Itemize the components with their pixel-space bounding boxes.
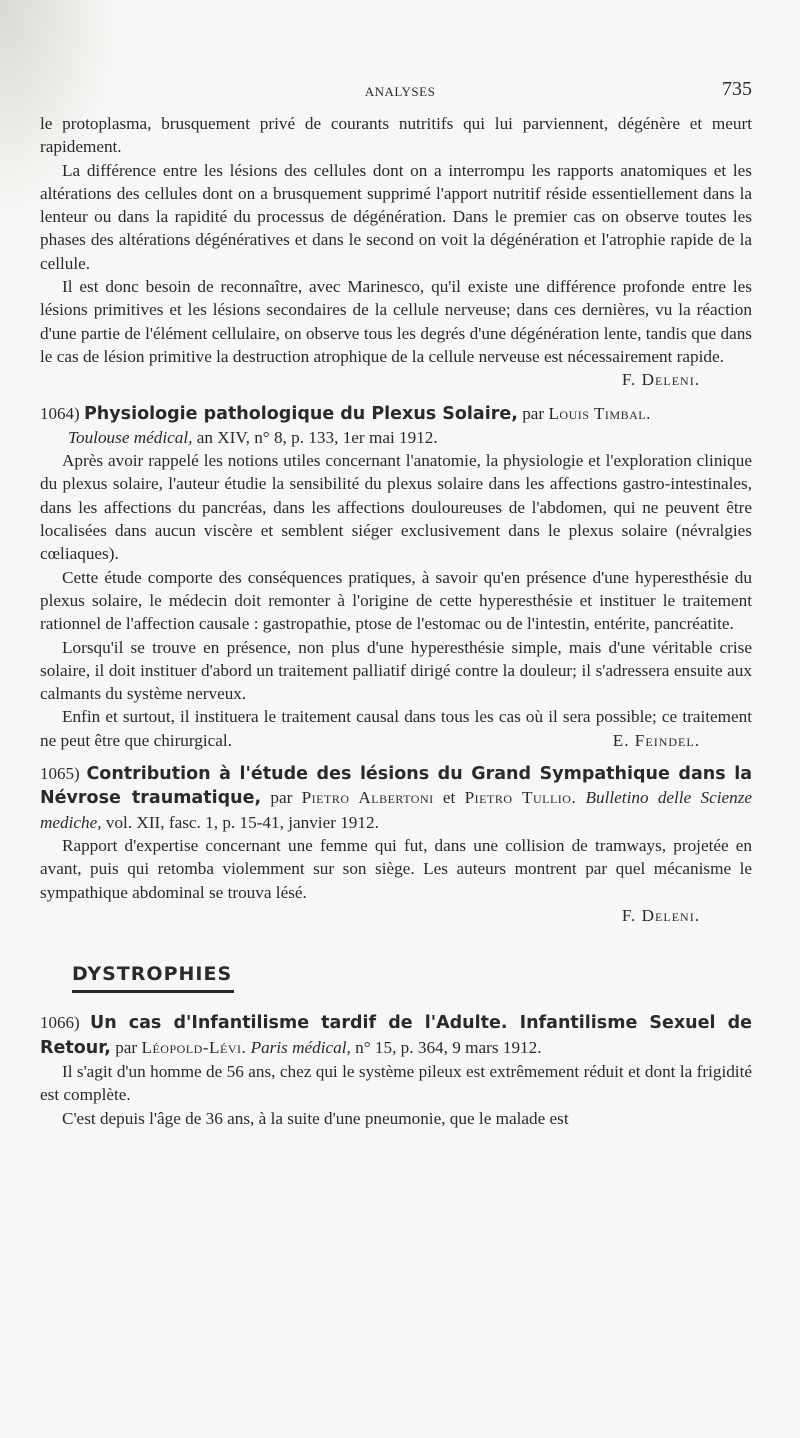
continuation-signature: F. Deleni. (621, 370, 700, 390)
continuation-paragraph-3 (40, 275, 752, 390)
continuation-paragraph-3-text: Il est donc besoin de reconnaître, avec Marinesco, qu'il existe une différence profonde entre les lésions primitives et les lésions secondaires de la cellule nerveuse; dans ces dernières, vu la réaction d'une partie de l'élément cellulaire, on observe tous les degrés d'une dégénération lente, tandis que dans le cas de lésion primitive la destruction atrophique de la cellule nerveuse est nécessairement rapide. (40, 277, 752, 366)
continuation-paragraph-1: le protoplasma, brusquement privé de courants nutritifs qui lui parviennent, dégénère et meurt rapidement. (40, 114, 752, 157)
entry-1064-paragraph-3: Lorsqu'il se trouve en présence, non plus d'une hyperesthésie simple, mais d'une véritable crise solaire, il doit instituer d'abord un traitement palliatif dirigé contre la douleur; il s'adressera ensuite aux calmants du système nerveux. (40, 637, 752, 704)
entry-1064-signature: E. Feindel. (612, 730, 700, 750)
entry-1065 (40, 762, 752, 927)
entry-1065-number: 1065) (40, 764, 80, 784)
entry-1064-citation: an XIV, n° 8, p. 133, 1er mai 1912. (196, 427, 438, 447)
entry-1064-heading (40, 402, 752, 450)
entry-1066-by: par (115, 1037, 138, 1057)
entry-1066-author: Léopold-Lévi. (141, 1037, 247, 1057)
page-number: 735 (722, 78, 752, 100)
entry-1065-heading (40, 762, 752, 834)
entry-1064-paragraph-2: Cette étude comporte des conséquences pratiques, à savoir qu'en présence d'une hyperesthésie du plexus solaire, le médecin doit remonter à l'origine de cette hyperesthésie et instituer le traitement rationnel de l'affection causale : gastropathie, ptose de l'estomac ou de l'intestin, entérite, pancréatite. (40, 567, 752, 634)
entry-1065-title: Contribution à l'étude des lésions du Grand Sympathique dans la Névrose traumatique, (40, 764, 753, 809)
entry-1064-by: par (522, 403, 545, 423)
entry-1064-paragraph-4-text: Enfin et surtout, il instituera le traitement causal dans tous les cas où il sera possible; ce traitement ne peut être que chirurgical. (40, 707, 752, 750)
entry-1066-paragraph-2: C'est depuis l'âge de 36 ans, à la suite d'une pneumonie, que le malade est (62, 1108, 569, 1128)
entry-1065-signature: F. Deleni. (621, 905, 700, 925)
entry-1065-by: par (270, 788, 293, 808)
running-head: ANALYSES (364, 84, 436, 99)
entry-1066-paragraph-1: Il s'agit d'un homme de 56 ans, chez qui le système pileux est extrêmement réduit et dont la frigidité est complète. (40, 1061, 752, 1105)
entry-1066-journal: Paris médical, (250, 1037, 351, 1057)
entry-1064-paragraph-1: Après avoir rappelé les notions utiles concernant l'anatomie, la physiologie et l'exploration clinique du plexus solaire, l'auteur étudie la sensibilité du plexus solaire dans les affections gastro-intestinales, dans les affections du pancréas, dans les affections douloureuses de l'abdomen, qui ne peuvent être localisées dans aucun viscère et semblent siéger exclusivement dans le plexus solaire (névralgies cœliaques). (40, 451, 752, 564)
section-rule (72, 990, 234, 993)
entry-1065-citation: vol. XII, fasc. 1, p. 15-41, janvier 1912. (105, 812, 379, 832)
entry-1065-and: et (442, 788, 456, 808)
entry-1064-number: 1064) (40, 403, 80, 423)
entry-1064-author: Louis Timbal. (548, 403, 651, 423)
entry-1064-paragraph-4 (40, 705, 752, 752)
entry-1065-paragraph-1: Rapport d'expertise concernant une femme qui fut, dans une collision de tramways, projetée en avant, puis qui retomba violemment sur son siège. Les auteurs montrent par quel mécanisme le sympathique abdominal se trouva lésé. (40, 835, 752, 902)
entry-1065-author-2: Pietro Tullio. (464, 788, 577, 808)
entry-1064 (40, 402, 752, 752)
continuation-paragraph-2: La différence entre les lésions des cellules dont on a interrompu les rapports anatomiques et les altérations des cellules dont on a brusquement supprimé l'apport nutritif réside essentiellement dans la lenteur ou dans la rapidité du processus de dégénération. Dans le premier cas on observe toutes les phases des altérations dégénératives et dans le second on voit la dégénération et l'atrophie rapide de la cellule. (40, 160, 752, 273)
page-body (40, 112, 752, 1130)
section-title: DYSTROPHIES (72, 963, 233, 986)
entry-1065-author-1: Pietro Albertoni (301, 788, 434, 808)
entry-1066-citation: n° 15, p. 364, 9 mars 1912. (355, 1037, 542, 1057)
section-heading (40, 963, 752, 993)
entry-1065-journal: Bulletino delle Scienze mediche, (40, 788, 753, 832)
entry-1064-journal: Toulouse médical, (68, 427, 193, 447)
page-header (40, 78, 760, 102)
entry-1066-heading (40, 1011, 752, 1060)
entry-1066-title: Un cas d'Infantilisme tardif de l'Adulte. Infantilisme Sexuel de Retour, (40, 1013, 752, 1058)
entry-1066-number: 1066) (40, 1013, 80, 1033)
entry-1066 (40, 1011, 752, 1129)
entry-1064-title: Physiologie pathologique du Plexus Solaire, (83, 403, 518, 424)
